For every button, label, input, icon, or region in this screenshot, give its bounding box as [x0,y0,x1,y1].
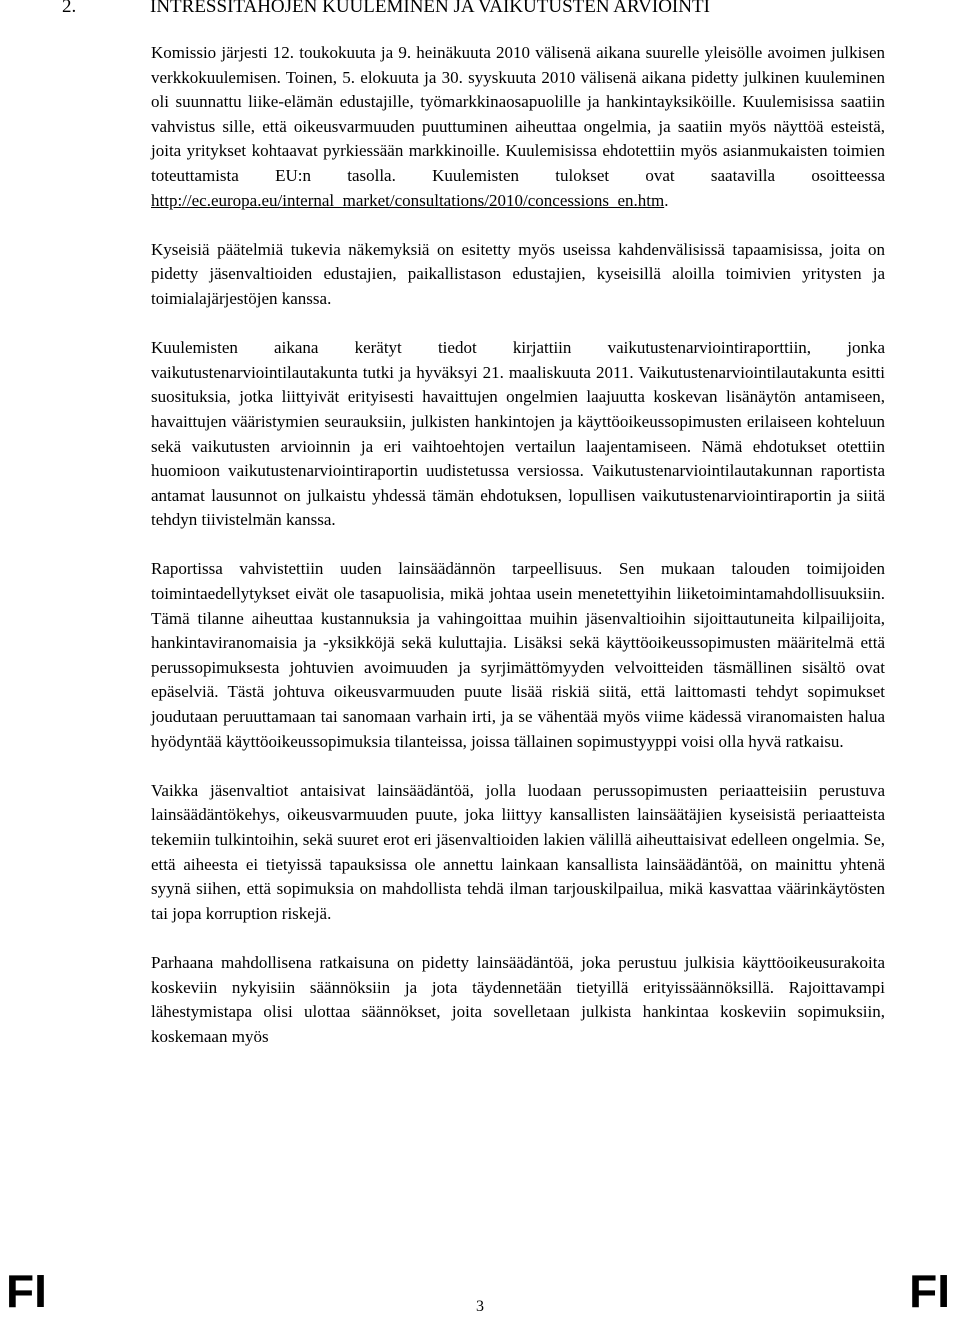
section-heading [62,0,710,18]
paragraph-best-solution: Parhaana mahdollisena ratkaisuna on pidetty lainsäädäntöä, joka perustuu julkisia käyttöoikeusurakoita koskeviin nykyisiin säännöksiin ja jota täydennetään tietyillä erityissäännöksillä. Rajoittavampi lähestymistapa olisi ulottaa säännökset, joita sovelletaan julkista hankintaa koskeviin sopimuksiin, koskemaan myös [151,952,885,1046]
paragraph-impact-assessment: Kuulemisten aikana kerätyt tiedot kirjattiin vaikutustenarviointiraporttiin, jonka vaikutustenarviointilautakunta tutki ja hyväksyi 21. maaliskuuta 2011. Vaikutustenarviointilautakunta esitti suosituksia, jotka liittyivät erityisesti havaittujen ongelmien laajuutta koskevan lisänäytön antamiseen, havaittujen vääristymien seurauksiin, julkisten hankintojen ja käyttöoikeussopimusten erilaiseen kohteluun sekä vaikutusten arvioinnin ja eri vaihtoehtojen vertailun laajentamiseen. Nämä ehdotukset otettiin huomioon vaikutustenarviointiraportin uudistetussa versiossa. Vaikutustenarviointilautakunnan raportista antamat lausunnot on julkaistu yhdessä tämän ehdotuksen, lopullisen vaikutustenarviointiraportin ja siitä tehdyn tiivistelmän kanssa. [151,338,885,530]
consultation-results-link[interactable]: http://ec.europa.eu/internal_market/consultations/2010/concessions_en.htm [151,190,665,210]
paragraph-member-states: Vaikka jäsenvaltiot antaisivat lainsäädäntöä, jolla luodaan perussopimusten periaatteisiin perustuva lainsäädäntökehys, oikeusvarmuuden puute, joka liittyy kansallisten lainsäätäjien kyseisistä periaatteista tekemiin tulkintoihin, sekä suuret erot eri jäsenvaltioiden lakien välillä aiheuttaisivat edelleen ongelmia. Se, että aiheesta ei tietyissä tapauksissa ole annettu lainkaan kansallista lainsäädäntöä, on mainittu yhtenä syynä siihen, että sopimuksia on mahdollista tehdä ilman tarjouskilpailua, mikä kasvattaa väärinkäytösten tai jopa korruption riskejä. [151,780,885,923]
footer-language-left: FI [6,1265,47,1317]
paragraph-report-findings: Raportissa vahvistettiin uuden lainsäädännön tarpeellisuus. Sen mukaan talouden toimijoiden toimintaedellytykset eivät ole tasapuolisia, mikä johtaa usein menetettyihin liiketoimintamahdollisuuksiin. Tämä tilanne aiheuttaa kustannuksia ja vahingoittaa muihin jäsenvaltioihin sijoittautuneita kilpailijoita, hankintaviranomaisia ja -yksikköjä sekä kuluttajia. Lisäksi sekä käyttöoikeussopimusten määritelmä että perussopimuksesta johtuvien avoimuuden ja syrjimättömyyden velvoitteiden täsmällinen sisältö ovat epäselviä. Tästä johtuva oikeusvarmuuden puute lisää riskiä siitä, että laittomasti tehdyt sopimukset joudutaan peruuttamaan tai sanomaan varhain irti, ja se vähentää myös viime kädessä viranomaisten halua hyödyntää käyttöoikeussopimuksia tilanteissa, joissa tällainen sopimustyyppi voisi olla hyvä ratkaisu. [151,559,885,751]
paragraph-consultation [151,41,885,213]
page-number: 3 [476,1298,484,1315]
paragraph-text: Komissio järjesti 12. toukokuuta ja 9. heinäkuuta 2010 välisenä aikana suurelle yleisölle avoimen julkisen verkkokuulemisen. Toinen, 5. elokuuta ja 30. syyskuuta 2010 välisenä aikana pidetty julkinen kuuleminen oli suunnattu liike-elämän edustajille, työmarkkinaosapuolille ja hankintayksiköille. Kuulemisissa saatiin vahvistus sille, että oikeusvarmuuden puuttuminen aiheuttaa ongelmia, ja saatiin myös näyttöä esteistä, joita yritykset kohtaavat pyrkiessään markkinoille. Kuulemisissa ehdotettiin myös asianmukaisten toimien toteuttamista EU:n tasolla. Kuulemisten tulokset ovat saatavilla osoitteessa [151,43,885,185]
paragraph-bilateral-meetings: Kyseisiä päätelmiä tukevia näkemyksiä on esitetty myös useissa kahdenvälisissä tapaamisissa, joita on pidetty jäsenvaltioiden edustajien, paikallistason edustajien, kyseisillä aloilla toimivien yritysten ja toimialajärjestöjen kanssa. [151,239,885,308]
footer-language-right: FI [909,1265,950,1317]
section-title: INTRESSITAHOJEN KUULEMINEN JA VAIKUTUSTEN ARVIOINTI [150,0,710,17]
paragraph-text-end: . [664,190,669,210]
section-number: 2. [62,0,77,17]
document-body [151,41,885,1074]
